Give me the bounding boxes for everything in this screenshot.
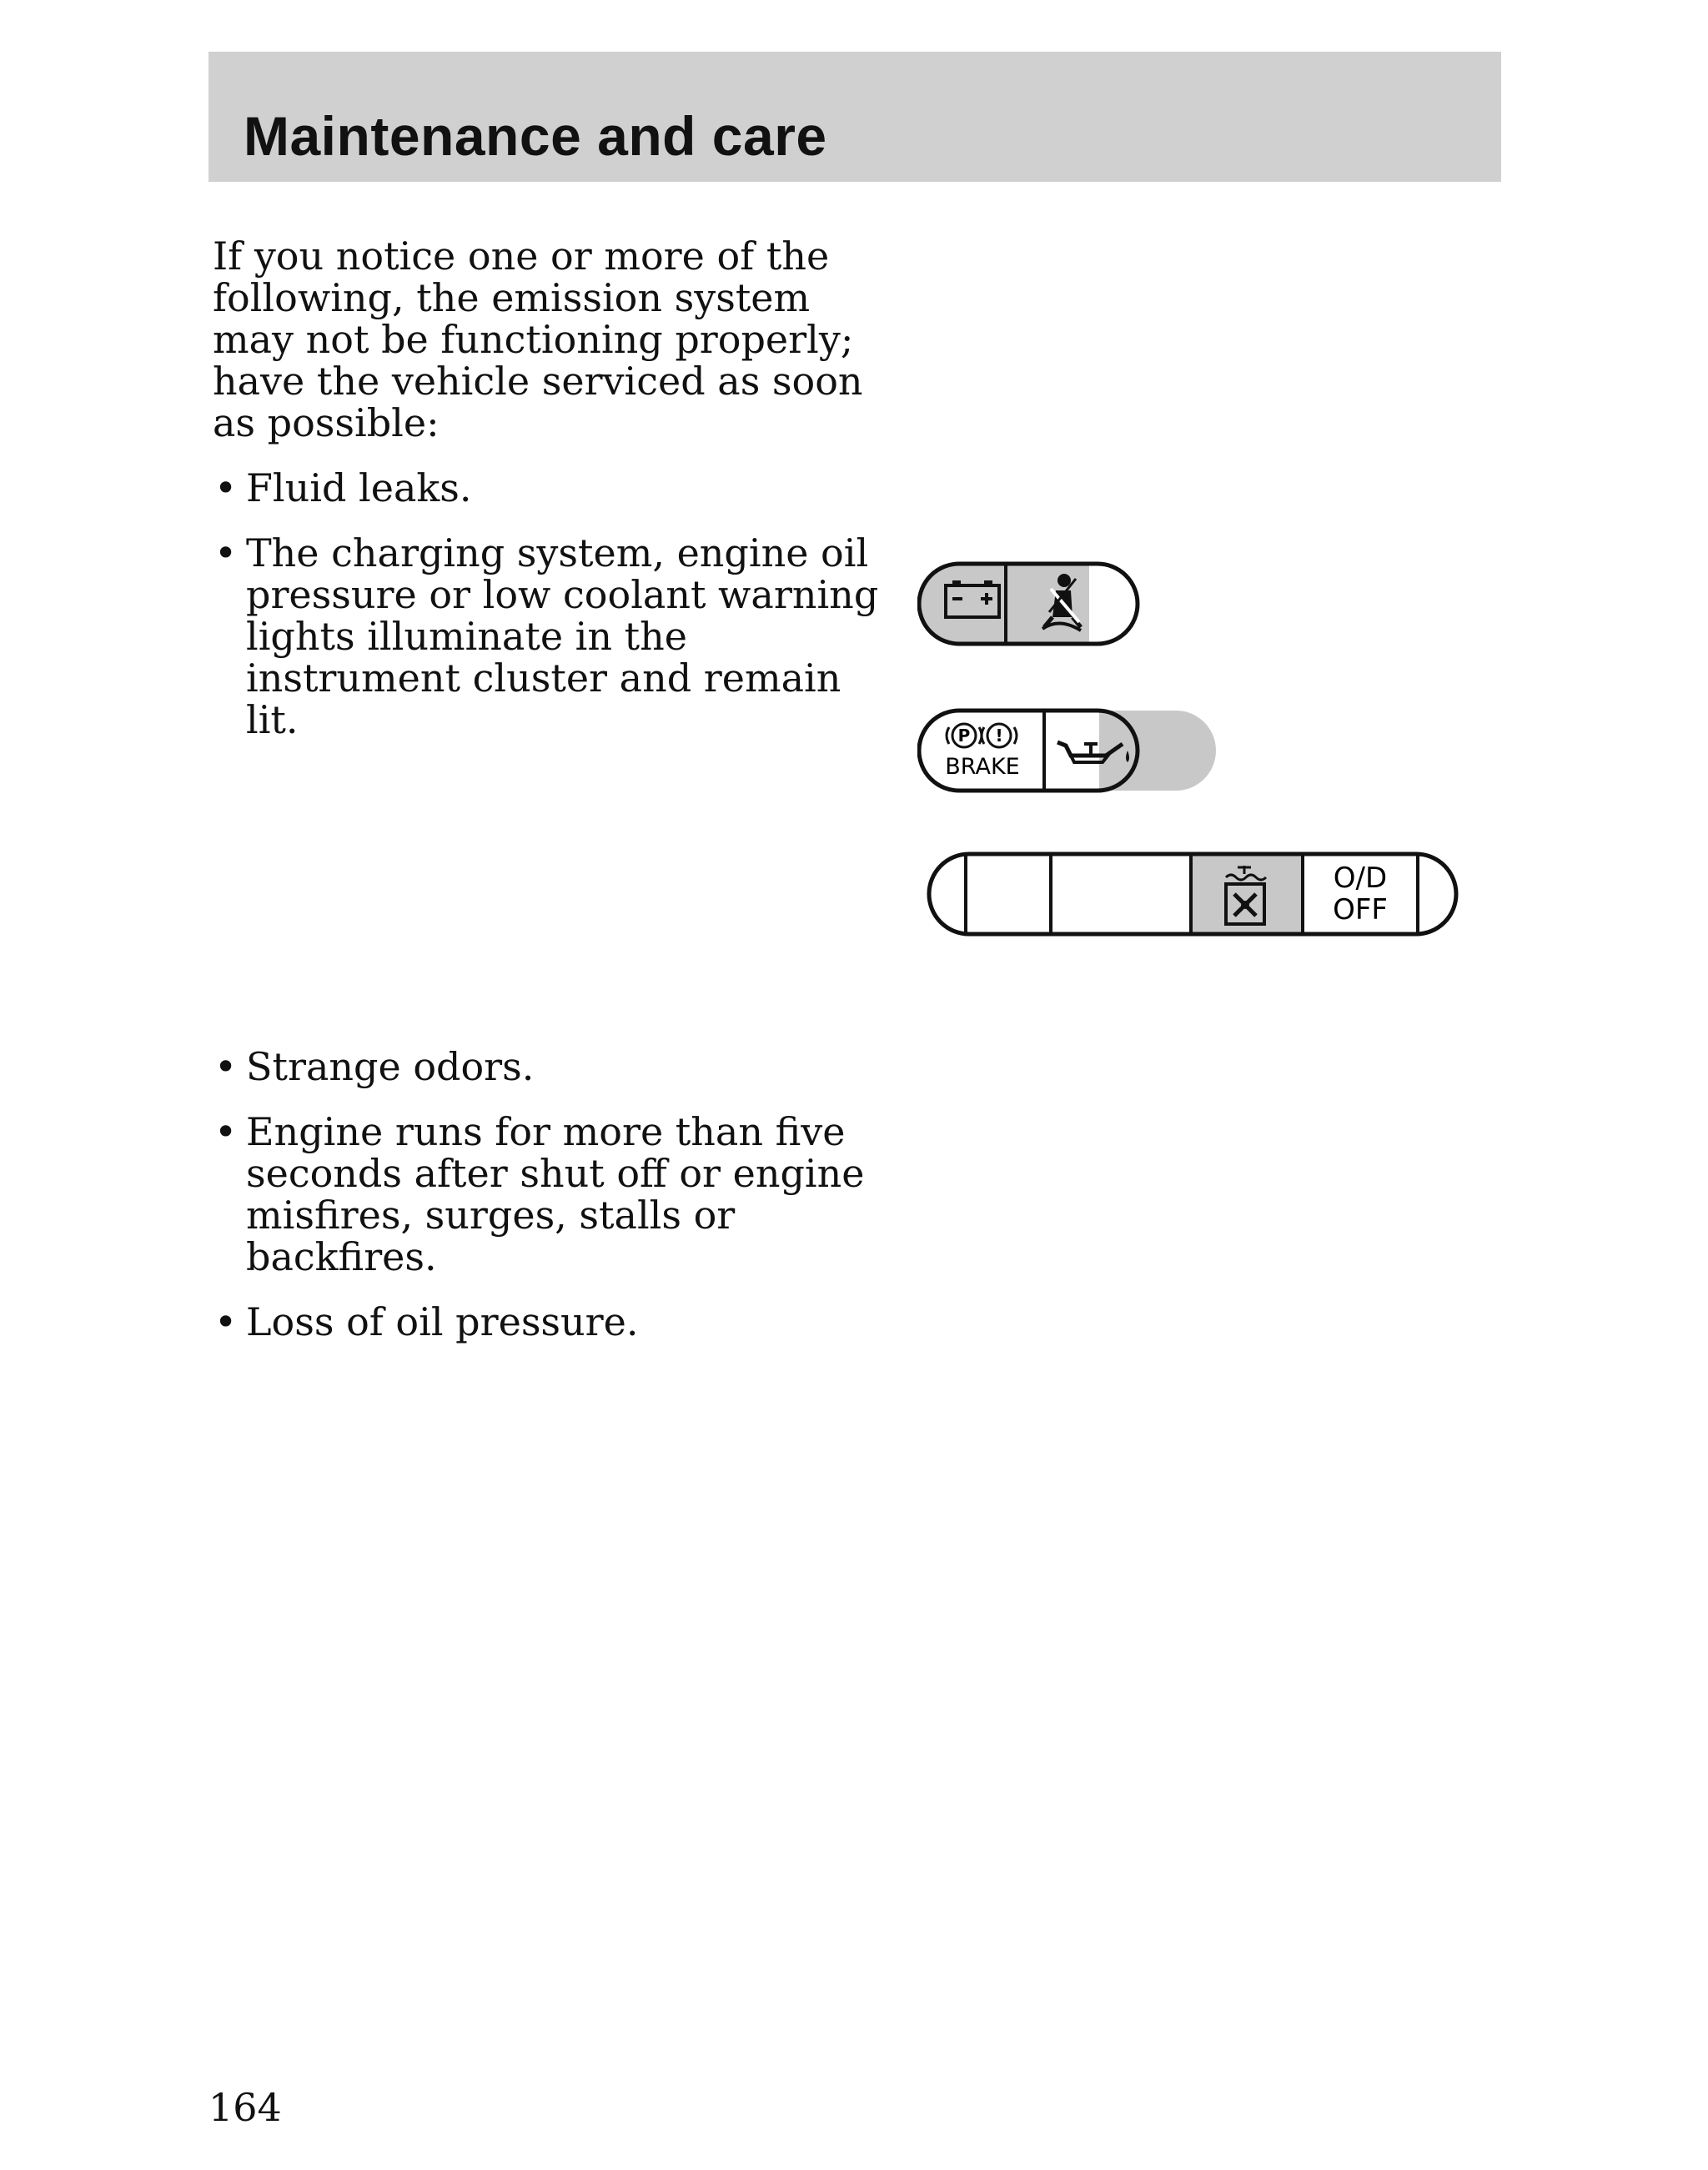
bullet-dot: • [214,530,238,575]
brake-label: BRAKE [945,754,1020,780]
park-symbol: P [957,726,971,746]
warning-panel-battery-seatbelt [919,564,1138,644]
list-item-text: Loss of oil pressure. [246,1299,639,1344]
bullet-dot: • [214,1044,238,1089]
list-item-text: Engine runs for more than five seconds after shut off or engine misfires, surges, stalls or backfires. [246,1109,865,1279]
alert-symbol: ! [995,726,1003,746]
page-number: 164 [208,2085,282,2130]
warning-lights-illustration [917,550,1468,951]
warning-panel-brake-oil [919,711,1216,791]
page-title: Maintenance and care [244,105,827,167]
bullet-list-top [213,467,880,741]
list-item [213,532,880,741]
bullet-dot: • [214,465,238,510]
brake-icon [945,724,1019,780]
list-item [213,467,880,509]
bullet-list-bottom [213,1046,880,1343]
body-text [213,235,880,1366]
list-item-text: Strange odors. [246,1044,535,1089]
bullet-dot: • [214,1109,238,1154]
od-off-line2: OFF [1333,893,1388,927]
warning-panel-coolant-od [929,854,1456,934]
list-item-text: Fluid leaks. [246,465,472,510]
bullet-dot: • [214,1299,238,1344]
list-item [213,1111,880,1278]
lit-segment [1099,711,1216,791]
list-item-text: The charging system, engine oil pressure or low coolant warning lights illuminate in the instrument cluster and remain lit. [246,530,879,742]
header-band [208,52,1501,182]
list-item [213,1301,880,1343]
od-off-line1: O/D [1333,861,1388,895]
list-item [213,1046,880,1088]
intro-paragraph: If you notice one or more of the following, the emission system may not be functioning properly; have the vehicle serviced as soon as possible: [213,234,863,445]
lit-segment [1189,854,1303,934]
spacer [213,764,880,1046]
